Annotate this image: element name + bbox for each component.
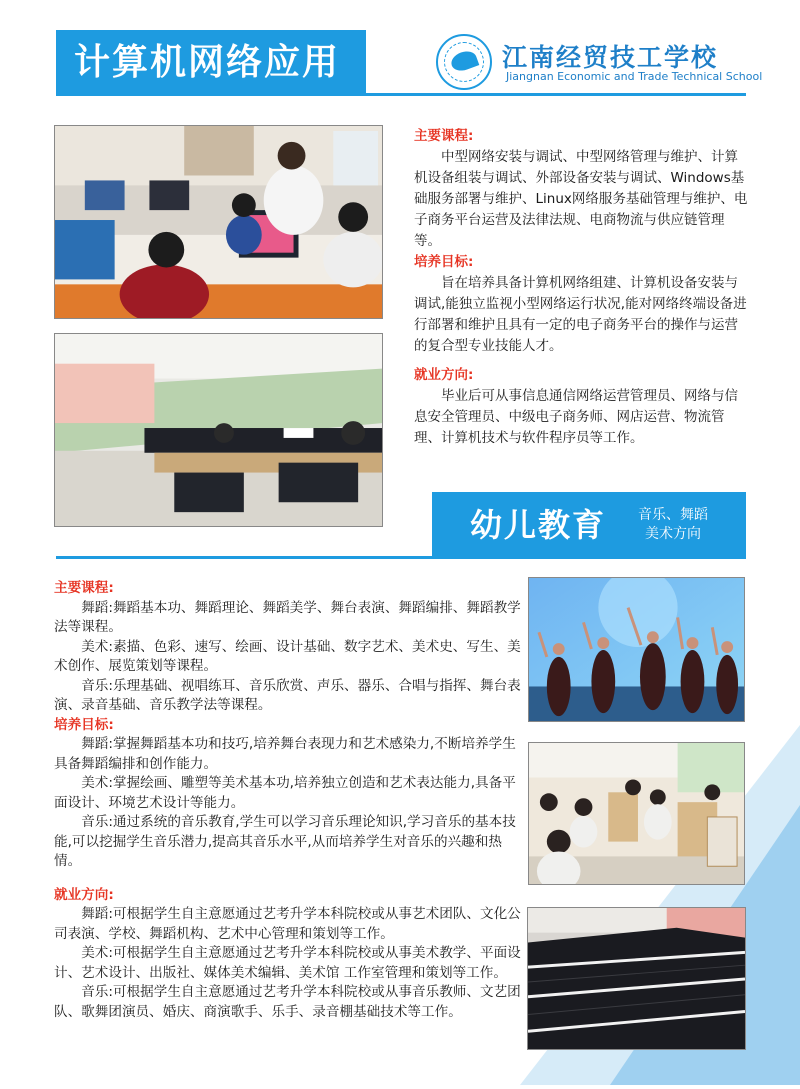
goal-heading: 培养目标: [414, 254, 474, 270]
preschool-title-bar [432, 492, 746, 558]
courses-text: 中型网络安装与调试、中型网络管理与维护、计算机设备组装与调试、外部设备安装与调试、Windows基础服务部署与维护、Linux网络服务基础管理与维护、电子商务平台运营及法律法规、电商物流与供应链管理等。 [414, 149, 748, 249]
ps-courses-dance: 舞蹈:舞蹈基本功、舞蹈理论、舞蹈美学、舞台表演、舞蹈编排、舞蹈教学法等课程。 [54, 599, 521, 635]
career-text: 毕业后可从事信息通信网络运营管理员、网络与信息安全管理员、中级电子商务师、网店运营、物流管理、计算机技术与软件程序员等工作。 [414, 388, 738, 446]
section-title-bar [56, 30, 366, 96]
ps-career-art: 美术:可根据学生自主意愿通过艺考升学本科院校或从事美术教学、平面设计、艺术设计、出版社、媒体美术编辑、美术馆 工作室管理和策划等工作。 [54, 945, 521, 981]
preschool-subtitle [638, 506, 708, 544]
preschool-subtitle-2: 美术方向 [645, 526, 701, 542]
ps-courses-music: 音乐:乐理基础、视唱练耳、音乐欣赏、声乐、器乐、合唱与指挥、舞台表演、录音基础、音乐教学法等课程。 [54, 677, 521, 713]
preschool-info [54, 579, 522, 1022]
ps-career-music: 音乐:可根据学生自主意愿通过艺考升学本科院校或从事音乐教师、文艺团队、歌舞团演员、婚庆、商演歌手、乐手、录音棚基础技术等工作。 [54, 984, 521, 1020]
school-name-en: Jiangnan Economic and Trade Technical School [506, 70, 763, 83]
ps-goal-dance: 舞蹈:掌握舞蹈基本功和技巧,培养舞台表现力和艺术感染力,不断培养学生具备舞蹈编排和创作能力。 [54, 736, 516, 772]
career-heading: 就业方向: [414, 367, 474, 383]
goal-text: 旨在培养具备计算机网络组建、计算机设备安装与调试,能独立监视小型网络运行状况,能对网络终端设备进行部署和维护且具有一定的电子商务平台的操作与运营的复合型专业技能人才。 [414, 275, 747, 354]
section-divider [56, 556, 746, 559]
preschool-title: 幼儿教育 [470, 506, 607, 544]
ps-courses-art: 美术:素描、色彩、速写、绘画、设计基础、数字艺术、美术史、写生、美术创作、展览策划等课程。 [54, 638, 521, 674]
section-title: 计算机网络应用 [74, 42, 341, 83]
ps-courses-heading: 主要课程: [54, 580, 114, 596]
school-name-cn: 江南经贸技工学校 [502, 43, 719, 72]
dance-photo [528, 577, 745, 722]
preschool-subtitle-1: 音乐、舞蹈 [638, 507, 708, 523]
header-divider [56, 93, 746, 96]
ps-goal-heading: 培养目标: [54, 716, 114, 733]
ps-goal-music: 音乐:通过系统的音乐教育,学生可以学习音乐理论知识,学习音乐的基本技能,可以挖掘学生音乐潜力,提高其音乐水平,从而培养学生对音乐的兴趣和热情。 [54, 814, 516, 869]
classroom-photo-1 [54, 125, 383, 319]
piano-room-photo [527, 907, 746, 1050]
classroom-photo-2 [54, 333, 383, 527]
network-info [414, 126, 748, 449]
courses-heading: 主要课程: [414, 128, 474, 144]
ps-career-heading: 就业方向: [54, 886, 114, 903]
school-logo-icon [436, 34, 492, 90]
ps-career-dance: 舞蹈:可根据学生自主意愿通过艺考升学本科院校或从事艺术团队、文化公司表演、学校、舞蹈机构、艺术中心管理和策划等工作。 [54, 906, 521, 942]
ps-goal-art: 美术:掌握绘画、雕塑等美术基本功,培养独立创造和艺术表达能力,具备平面设计、环境艺术设计等能力。 [54, 775, 516, 811]
art-class-photo [528, 742, 745, 885]
